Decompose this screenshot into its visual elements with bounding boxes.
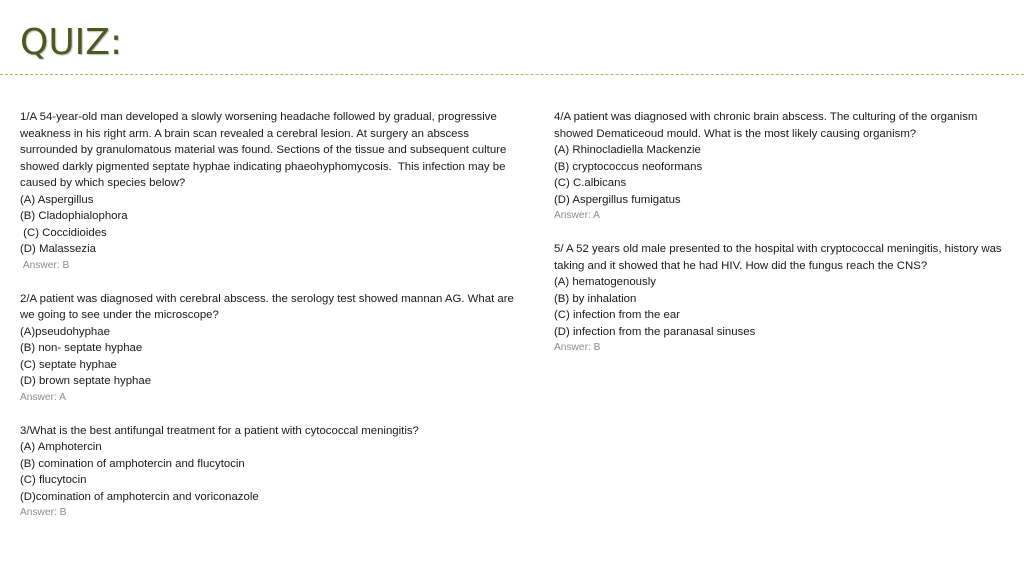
question-text: 3/What is the best antifungal treatment for a patient with cytococcal meningitis? xyxy=(20,424,419,437)
page-title: QUIZ: xyxy=(20,22,123,63)
option-c: (C) C.albicans xyxy=(554,177,627,189)
question-text: 4/A patient was diagnosed with chronic brain abscess. The culturing of the organism showed Dematiceoud mould. What is the most likely causing organism? xyxy=(554,111,981,140)
option-d: (D) infection from the paranasal sinuses xyxy=(554,325,756,338)
option-b: (B) comination of amphotercin and flucytocin xyxy=(20,457,245,470)
option-b: (B) non- septate hyphae xyxy=(20,342,143,354)
question-4 xyxy=(554,109,1014,225)
answer-text: Answer: B xyxy=(20,259,70,271)
left-column xyxy=(20,109,520,538)
option-d: (D) Aspergillus fumigatus xyxy=(554,193,681,206)
question-1 xyxy=(20,109,520,274)
option-b: (B) by inhalation xyxy=(554,292,637,305)
option-d: (D) Malassezia xyxy=(20,243,96,255)
option-a: (A) Amphotercin xyxy=(20,441,102,453)
answer-text: Answer: A xyxy=(554,210,600,221)
option-d: (D)comination of amphotercin and voriconazole xyxy=(20,490,259,503)
question-text: 1/A 54-year-old man developed a slowly worsening headache followed by gradual, progressive weakness in his right arm. A brain scan revealed a cerebral lesion. At surgery an abscess surrounded by granulomatous material was found. Sections of the tissue and subsequent culture showed darkly pigmented septate hyphae indicating phaeohyphomycosis. This infection may be caused by which species below? xyxy=(20,111,510,189)
option-b: (B) Cladophialophora xyxy=(20,210,128,222)
option-a: (A) hematogenously xyxy=(554,276,656,288)
option-d: (D) brown septate hyphae xyxy=(20,375,152,387)
question-5 xyxy=(554,241,1014,357)
option-c: (C) Coccidioides xyxy=(20,226,107,239)
option-a: (A) Rhinocladiella Mackenzie xyxy=(554,144,701,156)
option-c: (C) infection from the ear xyxy=(554,309,680,321)
answer-text: Answer: B xyxy=(554,342,601,353)
question-text: 2/A patient was diagnosed with cerebral abscess. the serology test showed mannan AG. What are we going to see under the microscope? xyxy=(20,292,518,321)
question-3 xyxy=(20,423,520,522)
option-c: (C) septate hyphae xyxy=(20,358,117,371)
answer-text: Answer: B xyxy=(20,507,67,518)
question-2 xyxy=(20,291,520,407)
answer-text: Answer: A xyxy=(20,391,66,403)
option-a: (A) Aspergillus xyxy=(20,193,94,206)
option-c: (C) flucytocin xyxy=(20,474,87,486)
option-b: (B) cryptococcus neoformans xyxy=(554,160,703,173)
title-divider xyxy=(0,74,1024,75)
option-a: (A)pseudohyphae xyxy=(20,325,110,338)
right-column xyxy=(554,109,1014,373)
question-text: 5/ A 52 years old male presented to the hospital with cryptococcal meningitis, history was taking and it showed that he had HIV. How did the fungus reach the CNS? xyxy=(554,243,1005,272)
